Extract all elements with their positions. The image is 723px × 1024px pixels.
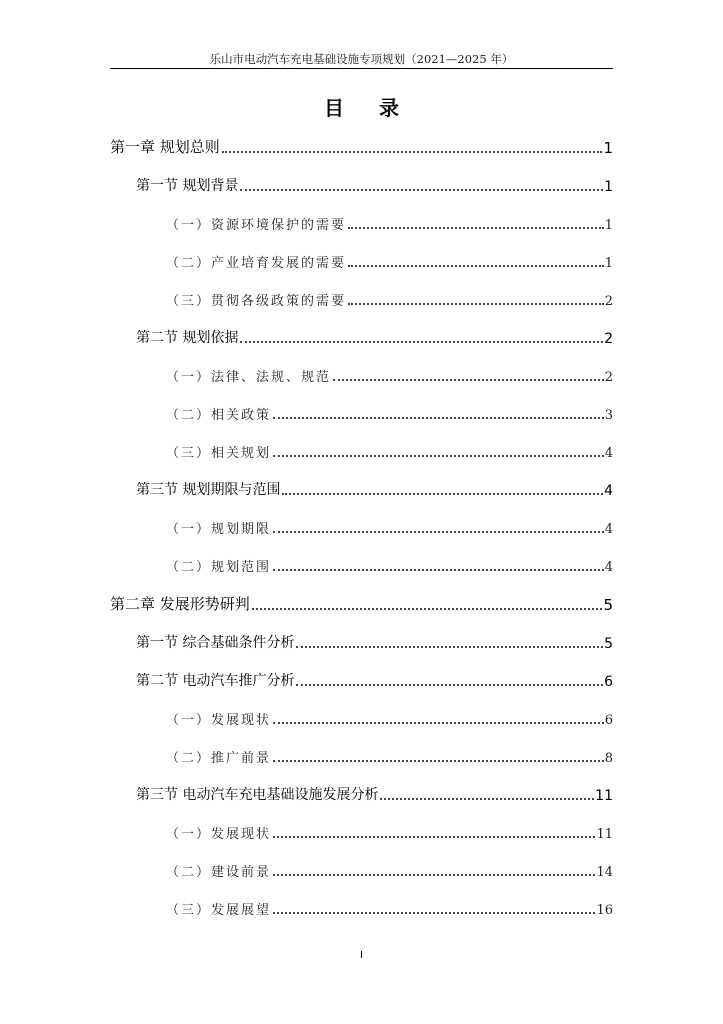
toc-entry-label: （一）规划期限: [166, 522, 272, 537]
dot-leader: [348, 227, 604, 229]
toc-entry-page: 16: [596, 903, 613, 918]
dot-leader: [222, 151, 603, 153]
toc-entry-label: 第二节 电动汽车推广分析: [136, 673, 295, 689]
toc-entry-section[interactable]: [136, 475, 613, 499]
toc-entry-page: 4: [604, 483, 613, 499]
dot-leader: [240, 189, 603, 191]
dot-leader: [333, 379, 604, 381]
toc-entry-page: 1: [604, 218, 613, 233]
toc-entry-subsection[interactable]: [166, 742, 613, 766]
toc-entry-label: 第一节 综合基础条件分析: [136, 635, 295, 651]
toc-entry-label: （二）推广前景: [166, 751, 272, 766]
toc-entry-subsection[interactable]: [166, 285, 613, 309]
toc-entry-subsection[interactable]: [166, 894, 613, 918]
toc-entry-subsection[interactable]: [166, 399, 613, 423]
toc-entry-label: （一）发展现状: [166, 713, 272, 728]
dot-leader: [273, 836, 595, 838]
toc-entry-label: （二）建设前景: [166, 865, 272, 880]
dot-leader: [273, 531, 604, 533]
toc-entry-page: 4: [604, 522, 613, 537]
dot-leader: [296, 684, 603, 686]
dot-leader: [380, 798, 594, 800]
toc-entry-subsection[interactable]: [166, 209, 613, 233]
toc-entry-page: 11: [595, 788, 613, 804]
toc-entry-subsection[interactable]: [166, 856, 613, 880]
dot-leader: [348, 265, 604, 267]
toc-entry-subsection[interactable]: [166, 513, 613, 537]
toc-title: 目 录: [324, 96, 413, 120]
toc-entry-page: 2: [604, 370, 613, 385]
toc-entry-label: 第一章 规划总则: [110, 138, 220, 156]
toc-entry-page: 1: [604, 179, 613, 195]
toc-entry-page: 6: [604, 674, 613, 690]
toc-entry-page: 5: [603, 596, 613, 614]
toc-entry-section[interactable]: [136, 171, 613, 195]
toc-entry-label: （一）资源环境保护的需要: [166, 218, 347, 233]
toc-entry-page: 14: [596, 865, 613, 880]
dot-leader: [273, 455, 604, 457]
toc-entry-label: 第二章 发展形势研判: [110, 595, 250, 613]
dot-leader: [348, 303, 604, 305]
toc-entry-label: （一）法律、法规、规范: [166, 370, 332, 385]
toc-entry-label: （一）发展现状: [166, 827, 272, 842]
dot-leader: [273, 874, 595, 876]
toc-entry-label: （三）贯彻各级政策的需要: [166, 294, 347, 309]
toc-entry-page: 5: [604, 636, 613, 652]
toc-entry-page: 2: [604, 331, 613, 347]
toc-entry-subsection[interactable]: [166, 818, 613, 842]
dot-leader: [273, 569, 604, 571]
toc-entry-page: 1: [604, 256, 613, 271]
toc-entry-label: （二）规划范围: [166, 560, 272, 575]
toc-entry-subsection[interactable]: [166, 437, 613, 461]
dot-leader: [240, 341, 603, 343]
dot-leader: [273, 722, 604, 724]
toc-entry-page: 6: [604, 713, 613, 728]
toc-entry-page: 4: [604, 446, 613, 461]
toc-entry-label: 第二节 规划依据: [136, 330, 239, 346]
toc-entry-section[interactable]: [136, 628, 613, 652]
toc-entry-subsection[interactable]: [166, 551, 613, 575]
page-number: I: [360, 950, 363, 961]
toc-entry-label: 第三节 规划期限与范围: [136, 482, 281, 498]
toc-entry-page: 4: [604, 560, 613, 575]
toc-entry-chapter[interactable]: [110, 133, 613, 157]
toc-entry-page: 11: [596, 827, 613, 842]
toc-entry-section[interactable]: [136, 323, 613, 347]
toc-entry-label: （三）相关规划: [166, 446, 272, 461]
dot-leader: [296, 646, 603, 648]
toc-entry-label: （三）发展展望: [166, 903, 272, 918]
toc-entry-section[interactable]: [136, 666, 613, 690]
toc-entry-label: 第一节 规划背景: [136, 178, 239, 194]
dot-leader: [252, 608, 603, 610]
running-header: 乐山市电动汽车充电基础设施专项规划（2021—2025 年）: [209, 52, 514, 66]
toc-entry-label: 第三节 电动汽车充电基础设施发展分析: [136, 787, 379, 803]
toc-entry-label: （二）相关政策: [166, 408, 272, 423]
toc-entry-page: 8: [604, 751, 613, 766]
toc-entry-page: 3: [604, 408, 613, 423]
dot-leader: [273, 417, 604, 419]
dot-leader: [282, 493, 603, 495]
dot-leader: [273, 760, 604, 762]
toc-entry-subsection[interactable]: [166, 247, 613, 271]
dot-leader: [273, 912, 595, 914]
toc-entry-label: （二）产业培育发展的需要: [166, 256, 347, 271]
toc-entry-page: 2: [604, 294, 613, 309]
toc-entry-subsection[interactable]: [166, 361, 613, 385]
toc-entry-page: 1: [603, 139, 613, 157]
toc-entry-subsection[interactable]: [166, 704, 613, 728]
toc-entry-section[interactable]: [136, 780, 613, 804]
toc-entry-chapter[interactable]: [110, 590, 613, 614]
